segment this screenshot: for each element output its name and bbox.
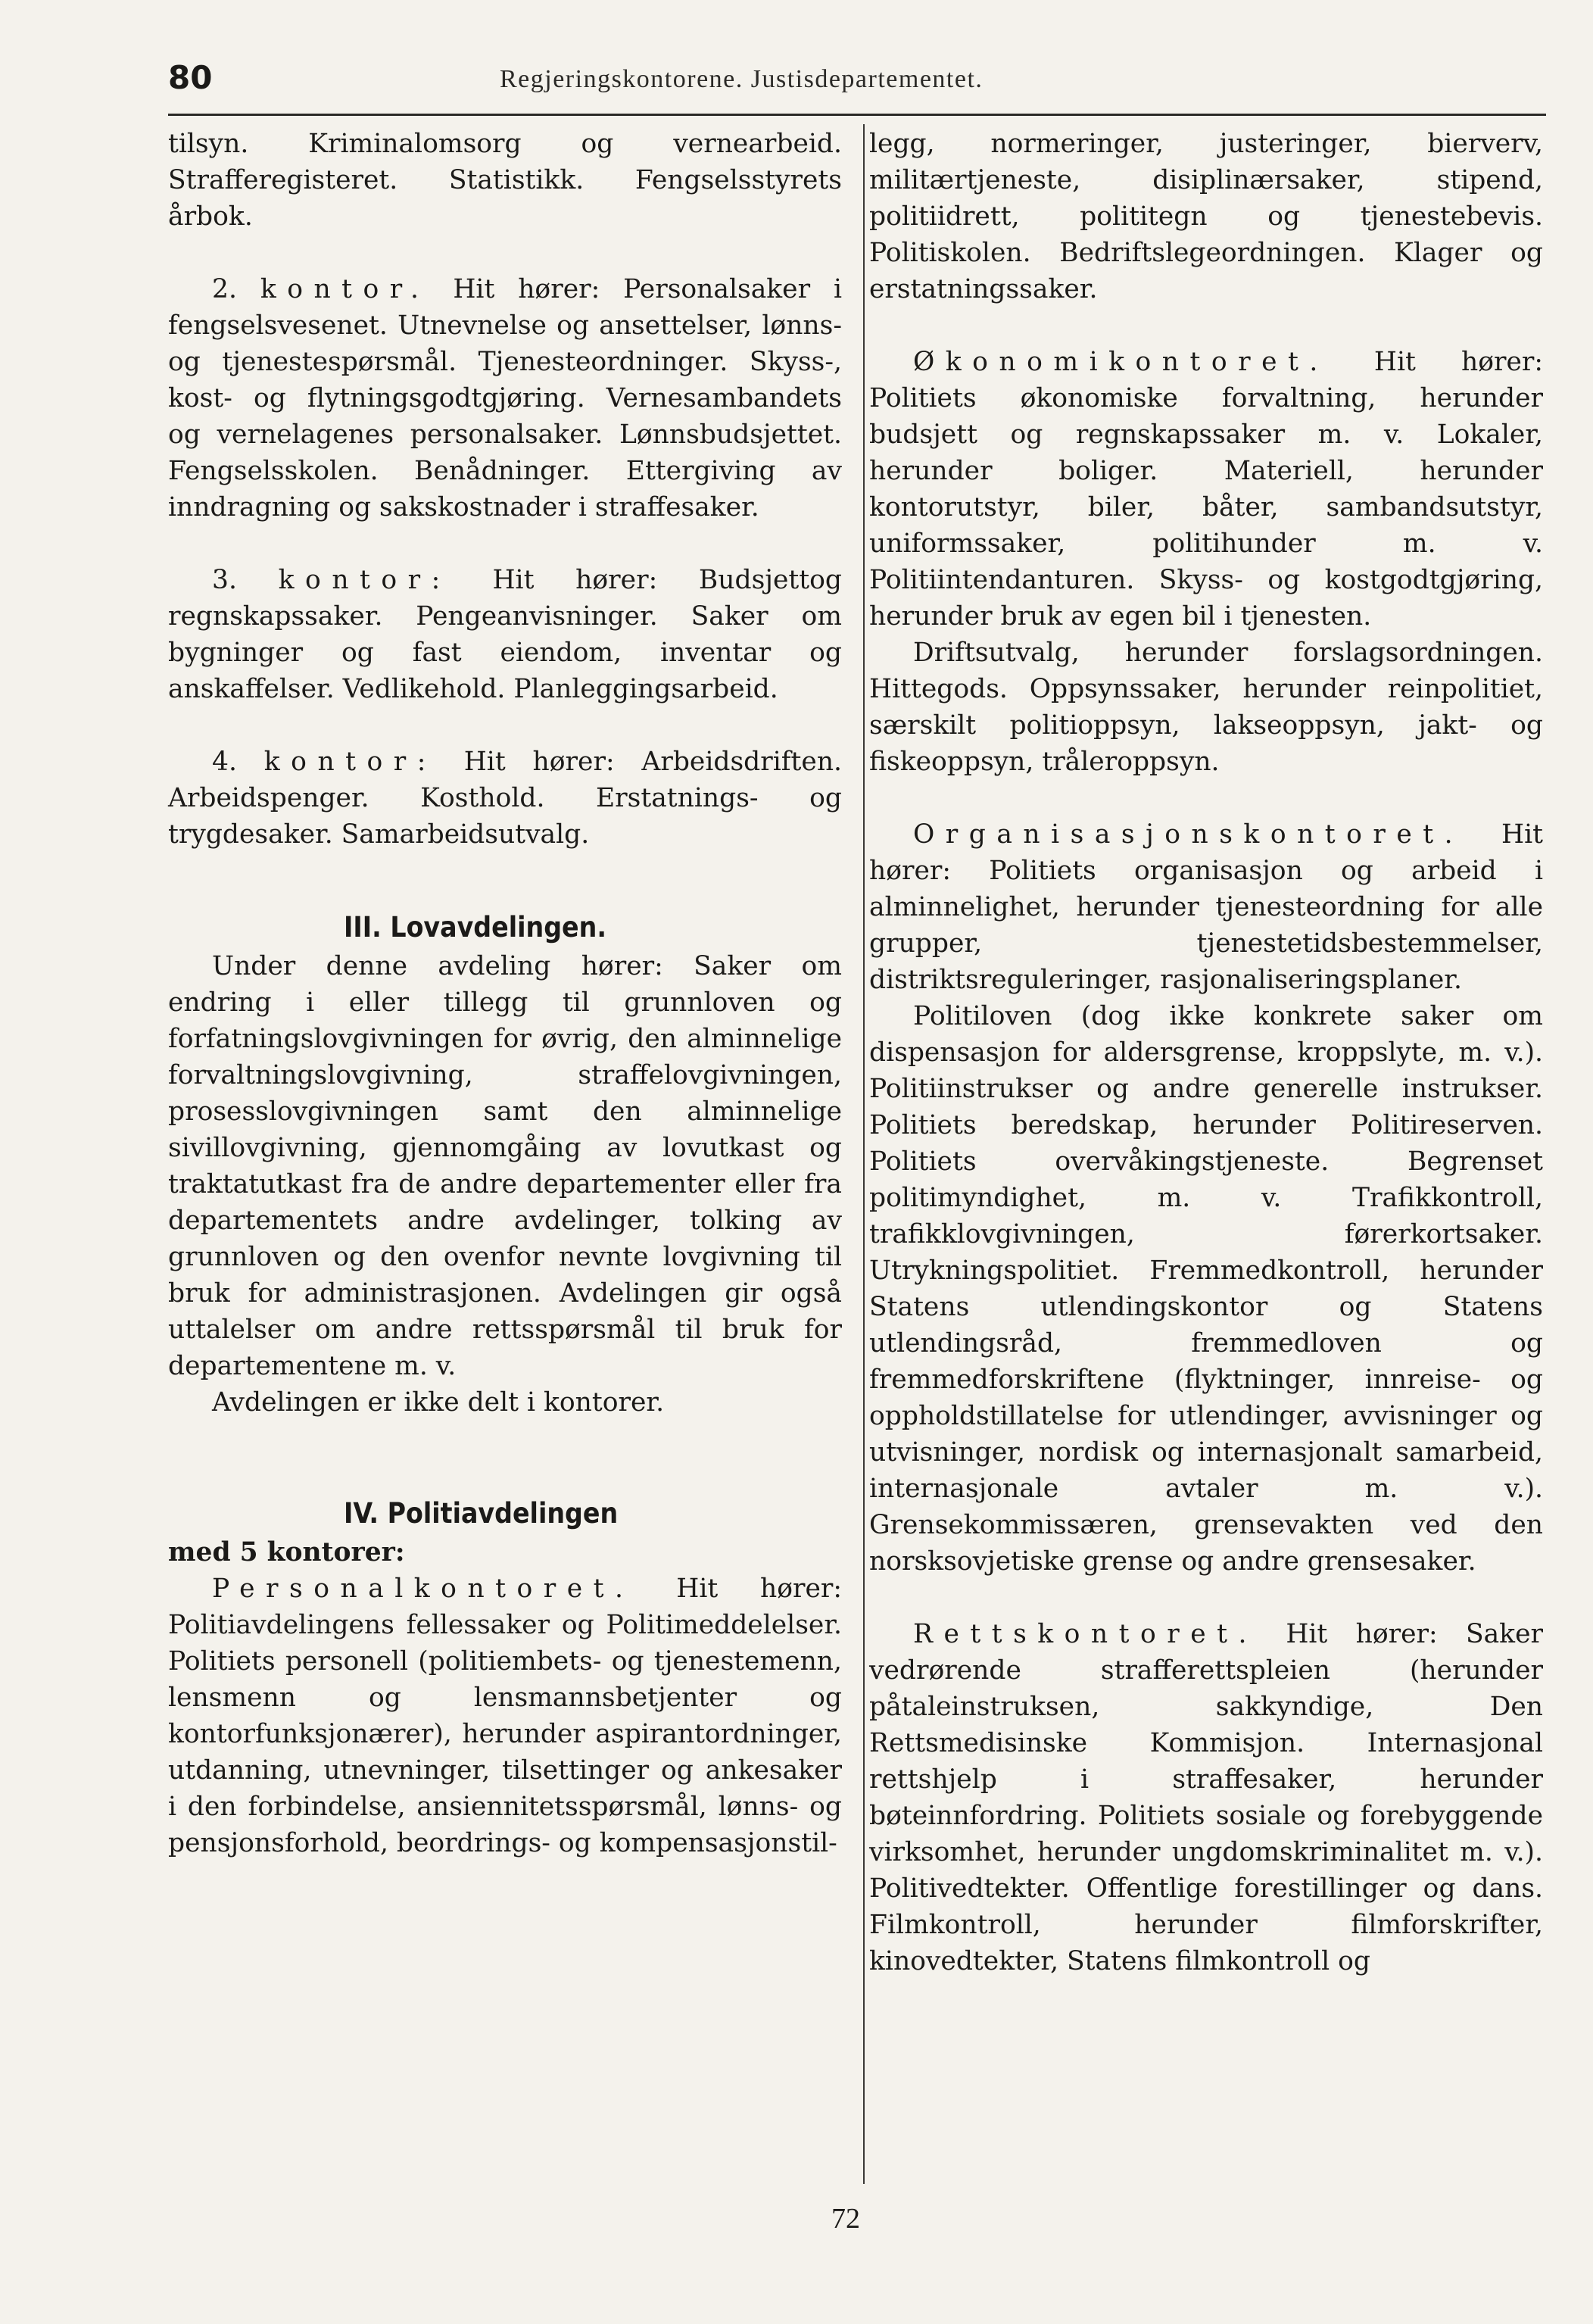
office-3-text: Hit hører: Budsjettog regnskapssaker. Pengeanvisninger. Saker om bygninger og fast eiendom, inventar og anskaffelser. Vedlikehold. Planleggingsarbeid. xyxy=(168,565,842,704)
organisation-office-label: Organisasjonskontoret. xyxy=(913,819,1464,850)
column-divider xyxy=(863,124,865,2184)
office-2-label: kontor. xyxy=(260,274,430,304)
office-3-number: 3. xyxy=(212,565,237,595)
personnel-office-text: Hit hører: Politiavdelingens fellessaker og Politimeddelelser. Politiets personell (politiembets- og tjenestemenn, lensmenn og lensmannsbetjenter og kontorfunksjonærer), herunder aspirantordninger, utdanning, utnevninger, tilsettinger og ankesaker i den forbindelse, ansiennitetsspørsmål, lønns- og pensjonsforhold, beordrings- og kompensasjonstil- xyxy=(168,1574,843,1858)
office-4-paragraph xyxy=(168,744,842,853)
organisation-office-paragraph xyxy=(869,816,1543,998)
personnel-office-label: Personalkontoret. xyxy=(212,1574,634,1604)
economy-office-paragraph xyxy=(869,344,1543,635)
section-iii-paragraph-2: Avdelingen er ikke delt i kontorer. xyxy=(212,1387,665,1418)
organisation-office-paragraph-2: Politiloven (dog ikke konkrete saker om dispensasjon for aldersgrense, kroppslyte, m. v.). Politiinstrukser og andre generelle instrukser. Politiets beredskap, herunder Politireserven. Politiets overvåkingstjeneste. Begrenset politimyndighet, m. v. Trafikkontroll, trafikklovgivningen, førerkortsaker. Utrykningspolitiet. Fremmedkontroll, herunder Statens utlendingskontor og Statens utlendingsråd, fremmedloven og fremmedforskriftene (flyktninger, innreise- og oppholdstillatelse for utlendinger, avvisninger og utvisninger, nordisk og internasjonalt samarbeid, internasjonale avtaler m. v.). Grensekommissæren, grensevakten ved den norsksovjetiske grense og andre grensesaker. xyxy=(869,1001,1543,1577)
section-iv-title: IV. Politiavdelingen xyxy=(344,1497,619,1530)
section-iii-paragraph-1: Under denne avdeling hører: Saker om endring i eller tillegg til grunnloven og forfatningslovgivningen for øvrig, den alminnelige forvaltningslovgivning, straffelovgivningen, prosesslovgivningen samt den alminnelige sivillovgivning, gjennomgåing av lovutkast og traktatutkast fra de andre departementer eller fra departementets andre avdelinger, tolking av grunnloven og den ovenfor nevnte lovgivning til bruk for administrasjonen. Avdelingen gir også uttalelser om andre rettsspørsmål til bruk for departementene m. v. xyxy=(168,951,842,1381)
legal-office-label: Rettskontoret. xyxy=(913,1619,1258,1649)
running-title: Regjeringskontorene. Justisdepartementet. xyxy=(500,65,984,93)
office-2-number: 2. xyxy=(212,274,237,304)
office-4-text: Hit hører: Arbeidsdriften. Arbeidspenger. Kosthold. Erstatnings- og trygdesaker. Samarbeidsutvalg. xyxy=(168,747,843,850)
right-paragraph-1: legg, normeringer, justeringer, bierverv, militærtjeneste, disiplinærsaker, stipend, politiidrett, polititegn og tjenestebevis. Politiskolen. Bedriftslegeordningen. Klager og erstatningssaker. xyxy=(869,129,1543,304)
section-iv-subtitle: med 5 kontorer: xyxy=(168,1537,405,1568)
economy-office-label: Økonomikontoret. xyxy=(913,347,1329,377)
legal-office-paragraph xyxy=(869,1616,1543,1979)
office-3-paragraph xyxy=(168,562,842,707)
organisation-office-text: Hit hører: Politiets organisasjon og arbeid i alminnelighet, herunder tjenesteordning for alle grupper, tjenestetidsbestemmelser, distriktsreguleringer, rasjonaliseringsplaner. xyxy=(869,819,1543,995)
left-paragraph-1: tilsyn. Kriminalomsorg og vernearbeid. Strafferegisteret. Statistikk. Fengselsstyrets årbok. xyxy=(168,129,842,232)
personnel-office-paragraph xyxy=(168,1571,842,1861)
header-rule xyxy=(168,114,1546,116)
economy-office-paragraph-2: Driftsutvalg, herunder forslagsordningen. Hittegods. Oppsynssaker, herunder reinpolitiet, særskilt politioppsyn, lakseoppsyn, jakt- og fiskeoppsyn, tråleroppsyn. xyxy=(869,638,1543,777)
page-number: 80 xyxy=(168,59,213,96)
legal-office-text: Hit hører: Saker vedrørende strafferettspleien (herunder påtaleinstruksen, sakkyndige, Den Rettsmedisinske Kommisjon. Internasjonal rettshjelp i straffesaker, herunder bøteinnfordring. Politiets sosiale og forebyggende virksomhet, herunder ungdomskriminalitet m. v.). Politivedtekter. Offentlige forestillinger og dans. Filmkontroll, herunder filmforskrifter, kinovedtekter, Statens filmkontroll og xyxy=(869,1619,1544,1976)
economy-office-text: Hit hører: Politiets økonomiske forvaltning, herunder budsjett og regnskapssaker m. v. Lokaler, herunder boliger. Materiell, herunder kontorutstyr, biler, båter, sambandsutstyr, uniformssaker, politihunder m. v. Politiintendanturen. Skyss- og kostgodtgjøring, herunder bruk av egen bil i tjenesten. xyxy=(869,347,1543,632)
office-4-label: kontor: xyxy=(263,747,437,777)
section-iii-title: III. Lovavdelingen. xyxy=(344,911,606,944)
page-header xyxy=(168,59,1546,101)
footer-page-number: 72 xyxy=(831,2203,860,2235)
office-3-label: kontor: xyxy=(278,565,451,595)
office-2-text: Hit hører: Personalsaker i fengselsvesenet. Utnevnelse og ansettelser, lønns- og tjenestespørsmål. Tjenesteordninger. Skyss-, kost- og flytningsgodtgjøring. Vernesambandets og vernelagenes personalsaker. Lønnsbudsjettet. Fengselsskolen. Benådninger. Ettergiving av inndragning og sakskostnader i straffesaker. xyxy=(168,274,842,523)
office-2-paragraph xyxy=(168,271,842,526)
office-4-number: 4. xyxy=(212,747,237,777)
left-column xyxy=(168,126,842,1861)
right-column xyxy=(869,126,1543,1979)
